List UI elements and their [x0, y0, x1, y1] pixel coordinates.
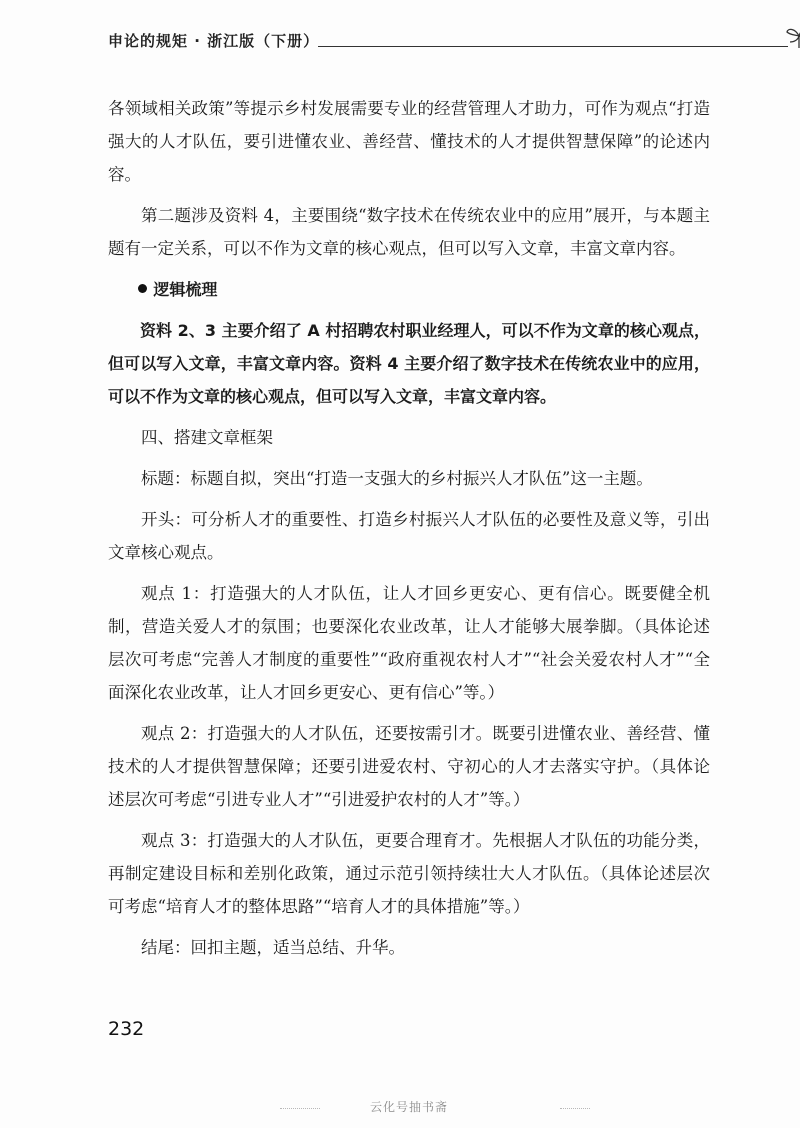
paragraph-logic: 资料 2、3 主要介绍了 A 村招聘农村职业经理人，可以不作为文章的核心观点，但可以写入文章，丰富文章内容。资料 4 主要介绍了数字技术在传统农业中的应用，可以不作为文章的核心观点，但可以写入文章，丰富文章内容。: [108, 321, 710, 406]
bottom-stamp: 云化号抽书斋: [370, 1100, 449, 1114]
paragraph-view-one: 观点 1：打造强大的人才队伍，让人才回乡更安心、更有信心。既要健全机制，营造关爱人才的氛围；也要深化农业改革，让人才能够大展拳脚。（具体论述层次可考虑“完善人才制度的重要性”“政府重视农村人才”“社会关爱农村人才”“全面深化农业改革，让人才回乡更安心、更有信心”等。）: [108, 584, 710, 702]
paragraph-title: 标题：标题自拟，突出“打造一支强大的乡村振兴人才队伍”这一主题。: [141, 469, 653, 488]
paragraph-continued: 各领域相关政策”等提示乡村发展需要专业的经营管理人才助力，可作为观点“打造强大的人才队伍，要引进懂农业、善经营、懂技术的人才提供智慧保障”的论述内容。: [108, 99, 710, 184]
paragraph-question-two: 第二题涉及资料 4，主要围绕“数字技术在传统农业中的应用”展开，与本题主题有一定关系，可以不作为文章的核心观点，但可以写入文章，丰富文章内容。: [108, 206, 710, 258]
page-number: 232: [108, 1018, 145, 1040]
header-rule: [318, 46, 788, 47]
logic-heading-label: 逻辑梳理: [153, 280, 218, 299]
paragraph-ending: 结尾：回扣主题，适当总结、升华。: [141, 938, 405, 957]
paragraph-opening: 开头：可分析人才的重要性、打造乡村振兴人才队伍的必要性及意义等，引出文章核心观点。: [108, 510, 710, 562]
scan-mark: [560, 1108, 590, 1111]
paragraph-view-three: 观点 3：打造强大的人才队伍，更要合理育才。先根据人才队伍的功能分类，再制定建设目标和差别化政策，通过示范引领持续壮大人才队伍。（具体论述层次可考虑“培育人才的整体思路”“培育人才的具体措施”等。）: [108, 831, 710, 916]
sprout-ornament-icon: [784, 22, 800, 50]
header-title: 申论的规矩 · 浙江版（下册）: [108, 32, 320, 50]
running-header: [108, 30, 708, 54]
scan-mark: [280, 1108, 320, 1111]
logic-heading: [108, 273, 710, 306]
bullet-dot-icon: [138, 284, 147, 293]
body-text: [108, 92, 710, 972]
section-heading-four: 四、搭建文章框架: [141, 428, 273, 447]
paragraph-view-two: 观点 2：打造强大的人才队伍，还要按需引才。既要引进懂农业、善经营、懂技术的人才提供智慧保障；还要引进爱农村、守初心的人才去落实守护。（具体论述层次可考虑“引进专业人才”“引进爱护农村的人才”等。）: [108, 724, 710, 809]
